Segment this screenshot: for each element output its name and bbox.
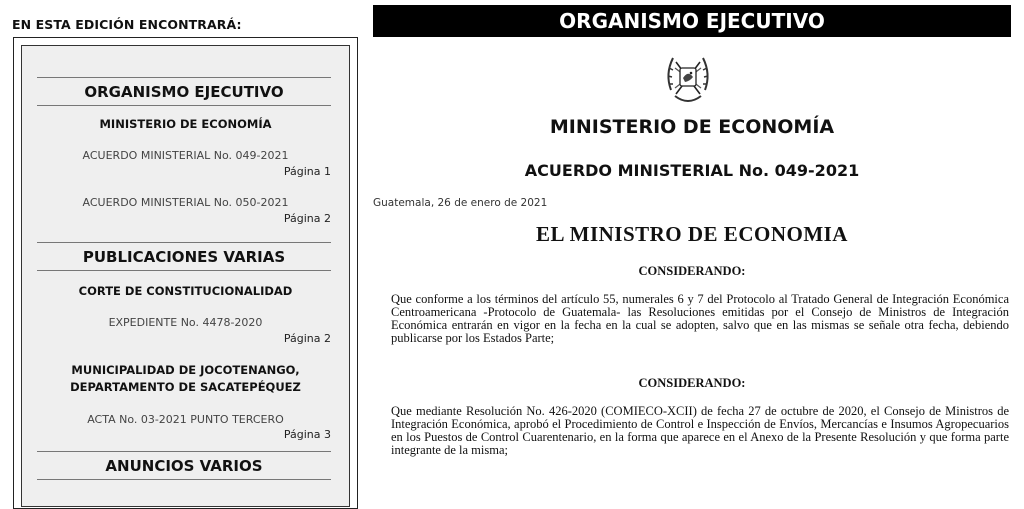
subtitle-corte-constitucionalidad: CORTE DE CONSTITUCIONALIDAD bbox=[78, 284, 293, 298]
edition-index-box bbox=[13, 37, 358, 509]
section-banner: ORGANISMO EJECUTIVO bbox=[373, 5, 1011, 37]
considerando-heading: CONSIDERANDO: bbox=[638, 264, 746, 278]
document-heading: EL MINISTRO DE ECONOMIA bbox=[536, 222, 848, 246]
index-entry-acta[interactable]: ACTA No. 03-2021 PUNTO TERCERO bbox=[87, 413, 284, 426]
subtitle-municipalidad-line1: MUNICIPALIDAD DE JOCOTENANGO, bbox=[71, 363, 300, 377]
index-entry-acuerdo-050[interactable]: ACUERDO MINISTERIAL No. 050-2021 bbox=[82, 196, 289, 209]
index-entry-expediente[interactable]: EXPEDIENTE No. 4478-2020 bbox=[108, 316, 263, 329]
ministry-title: MINISTERIO DE ECONOMÍA bbox=[549, 116, 835, 138]
considerando-paragraph: Que conforme a los términos del artículo 55, numerales 6 y 7 del Protocolo al Tratado General de Integración Económica Centroamericana -Protocolo de Guatemala- las Resoluciones emitidas por el Consejo de Ministros de Integración Económica entrarán en vigor en la fecha en la cual se adopten, salvo que en las mismas se señale otra fecha, debiendo publicarse por los Estados Parte; bbox=[391, 292, 1009, 345]
subtitle-municipalidad-line2: DEPARTAMENTO DE SACATEPÉQUEZ bbox=[70, 380, 301, 394]
document-date: Guatemala, 26 de enero de 2021 bbox=[373, 197, 548, 209]
edition-index-panel bbox=[21, 45, 350, 507]
index-entry-acuerdo-049[interactable]: ACUERDO MINISTERIAL No. 049-2021 bbox=[82, 149, 289, 162]
edition-index-heading: EN ESTA EDICIÓN ENCONTRARÁ: bbox=[12, 17, 242, 32]
considerando-paragraph: Que mediante Resolución No. 426-2020 (COMIECO-XCII) de fecha 27 de octubre de 2020, el Consejo de Ministros de Integración Económica, aprobó el Procedimiento de Control e Inspección de Envíos, Mercancías e Insumos Agropecuarios en los Puestos de Control Cuarentenario, en la forma que aparece en el Anexo de la Presente Resolución y que forma parte integrante de la misma; bbox=[391, 404, 1009, 457]
index-page-ref: Página 3 bbox=[283, 428, 331, 441]
acuerdo-title: ACUERDO MINISTERIAL No. 049-2021 bbox=[524, 161, 860, 180]
index-page-ref: Página 1 bbox=[283, 165, 331, 178]
index-page-ref: Página 2 bbox=[283, 332, 331, 345]
index-page-ref: Página 2 bbox=[283, 212, 331, 225]
coat-of-arms-icon bbox=[663, 48, 713, 114]
section-title-publicaciones-varias: PUBLICACIONES VARIAS bbox=[37, 242, 331, 271]
section-title-anuncios-varios: ANUNCIOS VARIOS bbox=[37, 451, 331, 480]
considerando-heading: CONSIDERANDO: bbox=[638, 376, 746, 390]
subtitle-ministerio-economia: MINISTERIO DE ECONOMÍA bbox=[99, 117, 272, 131]
section-title-organismo-ejecutivo: ORGANISMO EJECUTIVO bbox=[37, 77, 331, 106]
